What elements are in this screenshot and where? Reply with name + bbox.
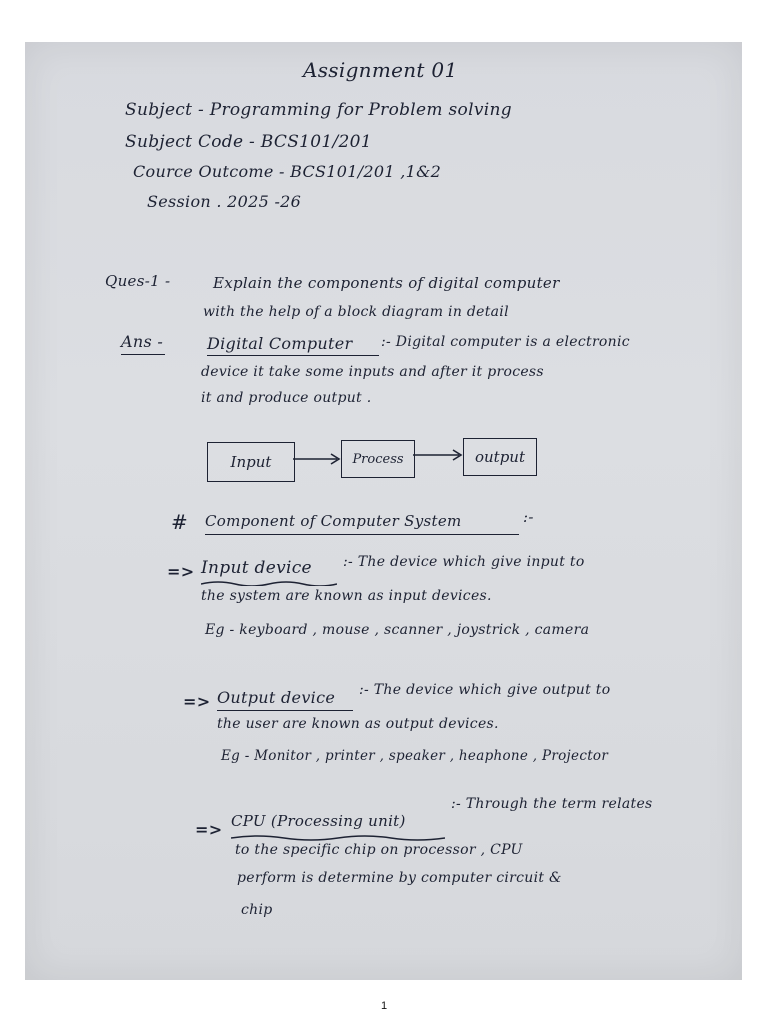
course-outcome-line: Cource Outcome - BCS101/201 ,1&2 [133,162,442,181]
cpu-line-1: :- Through the term relates [451,796,653,812]
question-line-1: Explain the components of digital computer [213,274,560,292]
input-box-label: Input [230,453,272,471]
input-device-term: Input device [201,558,312,578]
output-device-line-2: the user are known as output devices. [217,716,499,732]
cpu-line-3: perform is determine by computer circuit & [237,870,562,886]
section-heading: Component of Computer System [205,512,462,530]
section-hash: # [171,510,189,534]
output-device-underline [217,710,353,711]
answer-definition-3: it and produce output . [201,390,372,406]
section-heading-underline [205,534,519,535]
answer-label-underline [121,354,165,355]
process-box [341,440,415,478]
cpu-line-2: to the specific chip on processor , CPU [235,842,523,858]
arrow-input-to-process [293,452,343,466]
input-device-underline [201,580,337,586]
cpu-term: CPU (Processing unit) [231,812,406,830]
section-heading-suffix: :- [523,508,534,526]
output-device-example: Eg - Monitor , printer , speaker , heaphone , Projector [221,748,609,764]
notebook-page [25,42,742,980]
question-line-2: with the help of a block diagram in detail [203,304,509,320]
process-box-label: Process [352,451,404,467]
answer-definition-2: device it take some inputs and after it process [201,364,544,380]
input-device-line-2: the system are known as input devices. [201,588,492,604]
output-device-term: Output device [217,688,336,707]
input-device-example: Eg - keyboard , mouse , scanner , joystrick , camera [205,622,590,638]
digital-computer-underline [207,355,379,356]
digital-computer-term: Digital Computer [207,334,353,353]
output-box-label: output [474,448,525,466]
cpu-arrow: => [195,820,223,839]
subject-code-line: Subject Code - BCS101/201 [125,132,372,152]
answer-label: Ans - [121,332,164,351]
input-box [207,442,295,482]
cpu-underline [231,834,445,842]
input-device-arrow: => [167,562,195,581]
input-device-line-1: :- The device which give input to [343,554,585,570]
arrow-process-to-output [413,448,465,462]
output-box [463,438,537,476]
subject-line: Subject - Programming for Problem solving [125,100,512,120]
page-number: 1 [380,1000,388,1012]
cpu-line-4: chip [241,902,273,918]
assignment-title: Assignment 01 [303,58,458,82]
session-line: Session . 2025 -26 [147,192,302,211]
output-device-line-1: :- The device which give output to [359,682,611,698]
question-label: Ques-1 - [105,272,171,290]
output-device-arrow: => [183,692,211,711]
answer-definition-1: :- Digital computer is a electronic [381,334,630,350]
